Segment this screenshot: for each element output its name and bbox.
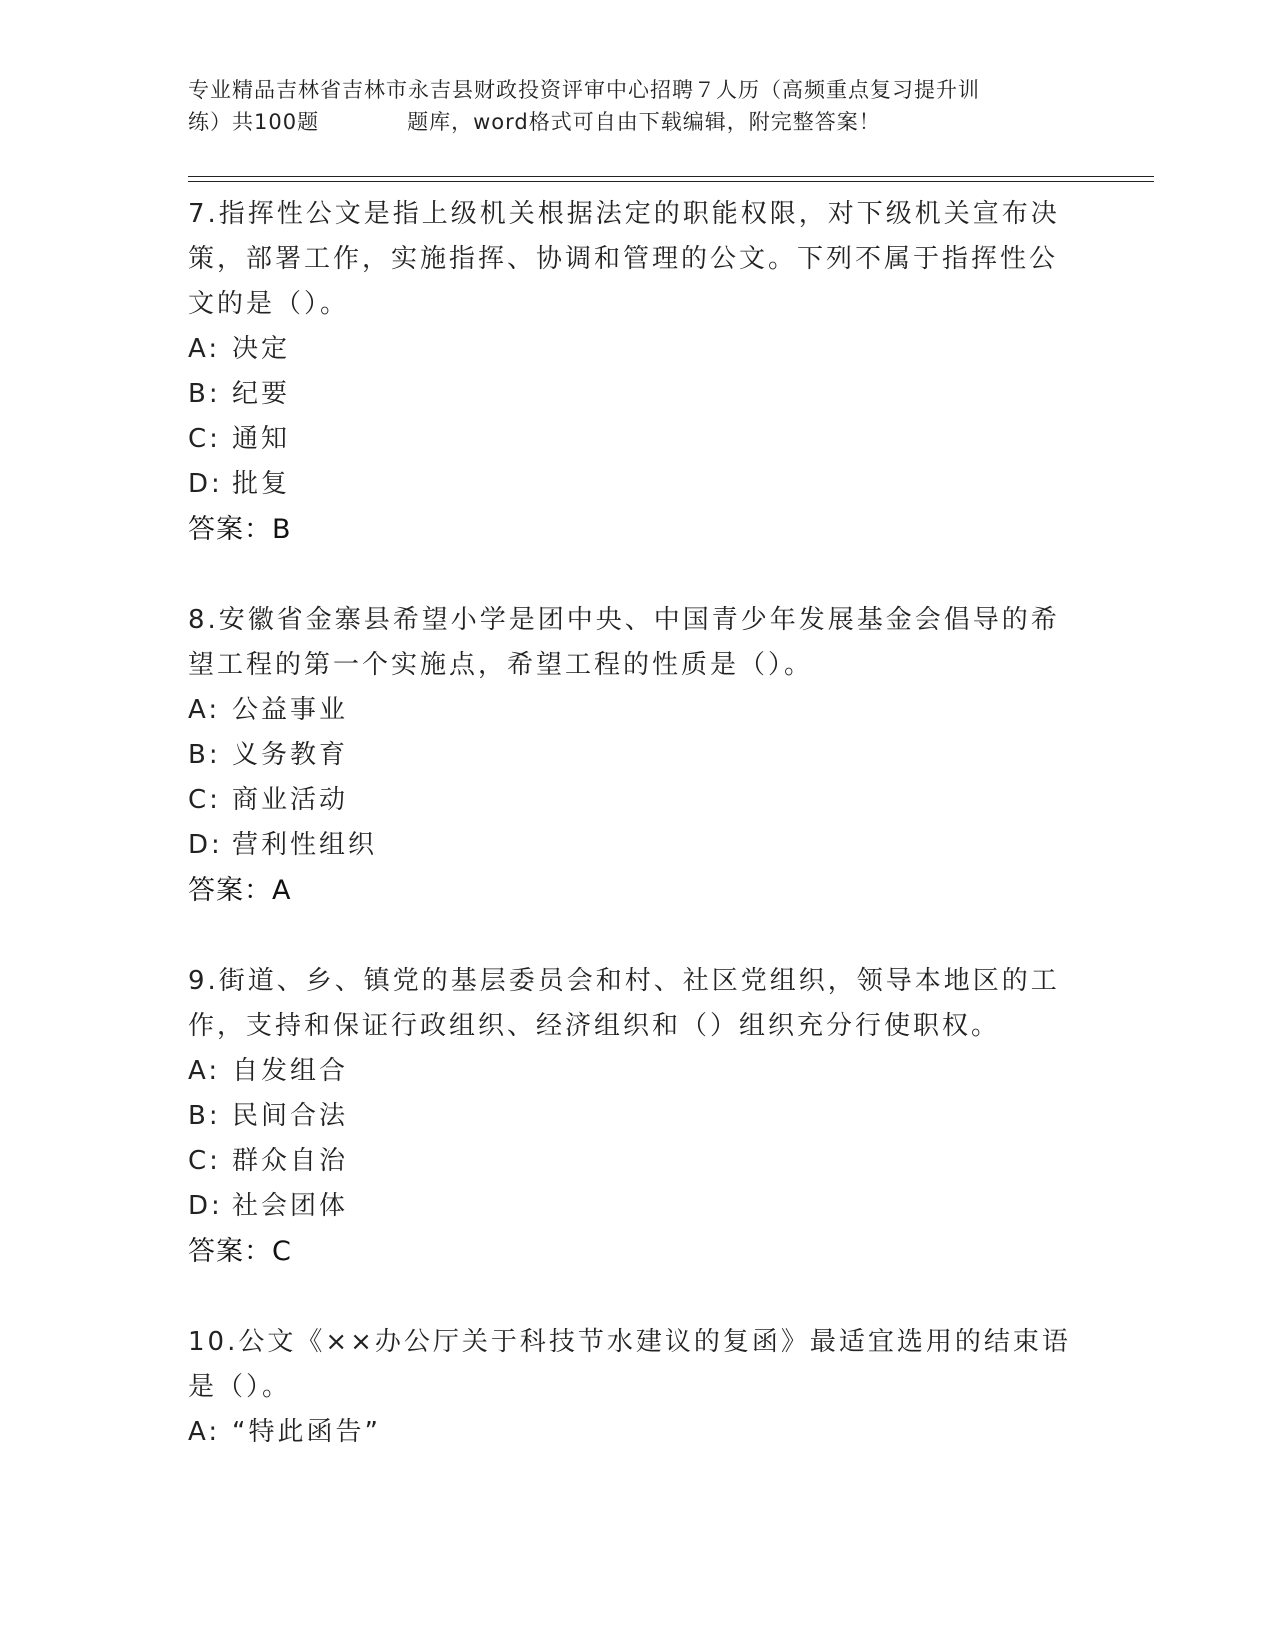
option-text: 纪要 (232, 379, 291, 409)
option-letter: A: (188, 695, 221, 725)
option-text: 通知 (232, 424, 291, 454)
option-letter: D: (188, 830, 223, 860)
option-letter: C: (188, 785, 221, 815)
stem-line: 10.公文《××办公厅关于科技节水建议的复函》最适宜选用的结束语 (188, 1327, 1071, 1357)
option-d (188, 1184, 1088, 1229)
option-text: 批复 (232, 469, 291, 499)
stem-line: 8.安徽省金寨县希望小学是团中央、中国青少年发展基金会倡导的希 (188, 605, 1060, 635)
option-letter: B: (188, 379, 221, 409)
option-b (188, 372, 1088, 417)
option-letter: D: (188, 1191, 223, 1221)
option-c (188, 1139, 1088, 1184)
option-letter: A: (188, 1056, 221, 1086)
answer-line: 答案：B (188, 514, 292, 545)
header-line-1: 专业精品吉林省吉林市永吉县财政投资评审中心招聘７人历（高频重点复习提升训 (188, 78, 980, 102)
question-stem (188, 192, 1088, 327)
option-a (188, 688, 1088, 733)
header-divider-top (188, 176, 1154, 177)
option-a (188, 327, 1088, 372)
option-letter: C: (188, 424, 221, 454)
question-9 (188, 959, 1088, 1274)
option-b (188, 1094, 1088, 1139)
stem-line: 文的是（）。 (188, 289, 350, 319)
option-text: 公益事业 (232, 695, 349, 725)
question-list (188, 192, 1088, 1501)
option-text: 商业活动 (232, 785, 349, 815)
option-letter: B: (188, 740, 221, 770)
option-text: 社会团体 (232, 1191, 349, 1221)
option-c (188, 417, 1088, 462)
option-text: 决定 (232, 334, 291, 364)
question-10 (188, 1320, 1088, 1455)
document-header (188, 74, 1088, 138)
answer-line: 答案：C (188, 1236, 292, 1267)
stem-line: 作，支持和保证行政组织、经济组织和（）组织充分行使职权。 (188, 1011, 1001, 1041)
question-stem (188, 1320, 1088, 1410)
option-text: “特此函告” (232, 1417, 381, 1447)
question-stem (188, 598, 1088, 688)
option-a (188, 1049, 1088, 1094)
option-c (188, 778, 1088, 823)
option-text: 民间合法 (232, 1101, 349, 1131)
option-letter: C: (188, 1146, 221, 1176)
option-letter: A: (188, 334, 221, 364)
option-letter: A: (188, 1417, 221, 1447)
stem-line: 9.街道、乡、镇党的基层委员会和村、社区党组织，领导本地区的工 (188, 966, 1060, 996)
option-text: 义务教育 (232, 740, 349, 770)
option-a (188, 1410, 1088, 1455)
question-8 (188, 598, 1088, 913)
header-line-2: 练）共100题 题库，word格式可自由下载编辑，附完整答案！ (188, 110, 881, 134)
option-text: 群众自治 (232, 1146, 349, 1176)
stem-line: 7.指挥性公文是指上级机关根据法定的职能权限，对下级机关宣布决 (188, 199, 1060, 229)
option-d (188, 462, 1088, 507)
stem-line: 策，部署工作，实施指挥、协调和管理的公文。下列不属于指挥性公 (188, 244, 1059, 274)
header-divider-bottom (188, 181, 1154, 182)
option-text: 自发组合 (232, 1056, 349, 1086)
option-d (188, 823, 1088, 868)
option-b (188, 733, 1088, 778)
option-text: 营利性组织 (232, 830, 378, 860)
answer-line: 答案：A (188, 875, 292, 906)
question-7 (188, 192, 1088, 552)
question-stem (188, 959, 1088, 1049)
stem-line: 是（）。 (188, 1372, 292, 1402)
stem-line: 望工程的第一个实施点，希望工程的性质是（）。 (188, 650, 814, 680)
option-letter: B: (188, 1101, 221, 1131)
option-letter: D: (188, 469, 223, 499)
